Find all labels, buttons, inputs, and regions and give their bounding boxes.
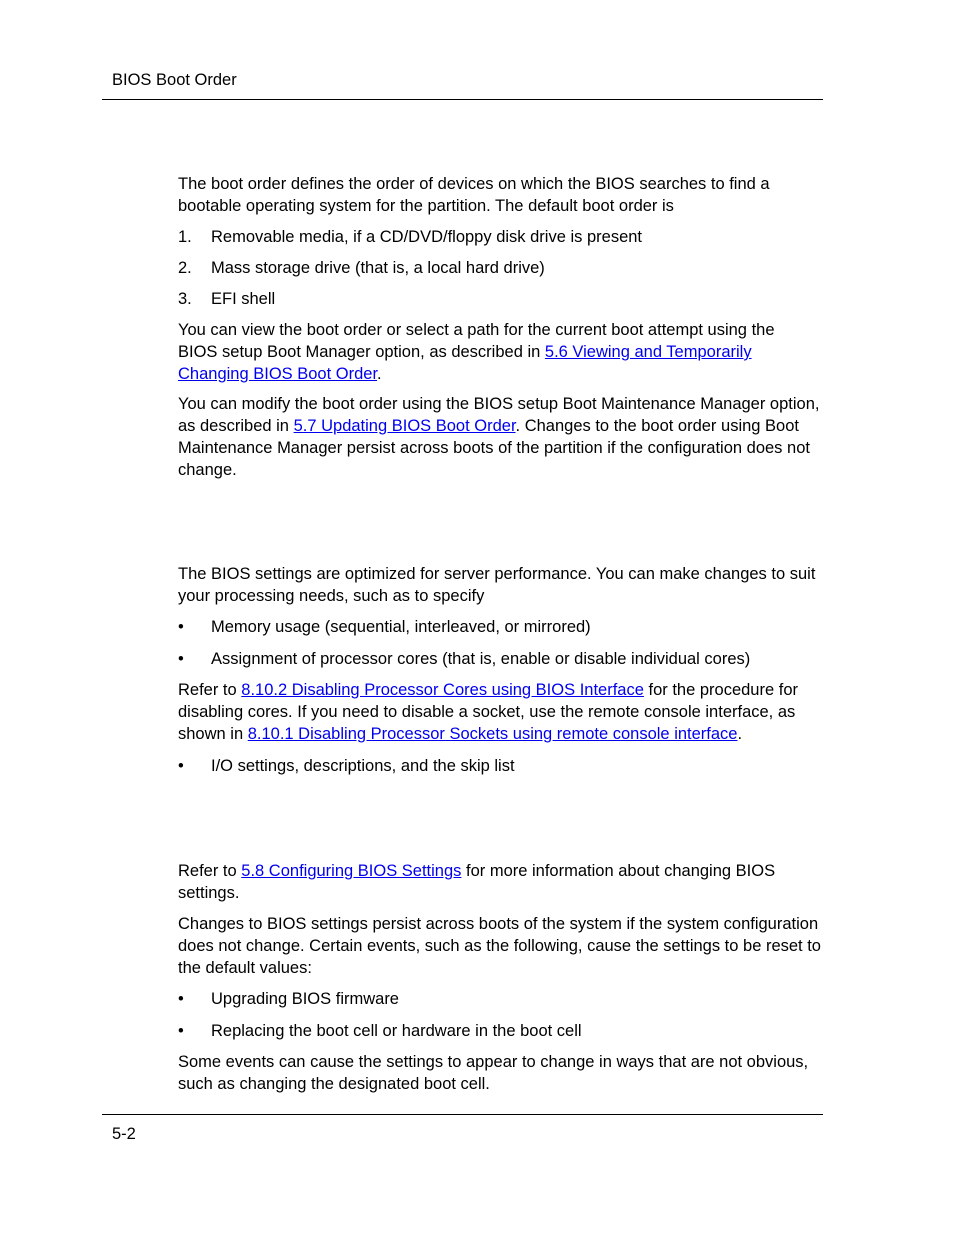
list-item-text: I/O settings, descriptions, and the skip list <box>211 757 515 775</box>
bios-settings-intro: The BIOS settings are optimized for server performance. You can make changes to suit your processing needs, such as to specify <box>178 565 816 605</box>
bullet-marker: • <box>178 757 184 775</box>
link-updating-boot-order[interactable]: 5.7 Updating BIOS Boot Order <box>293 417 516 435</box>
link-disabling-sockets[interactable]: 8.10.1 Disabling Processor Sockets using remote console interface <box>247 725 738 743</box>
disabling-cores-paragraph: Refer to 8.10.2 Disabling Processor Cores using BIOS Interface for the procedure for disabling cores. If you need to disable a socket, use the remote console interface, as shown in 8.10.1 Disabling Processor Sockets using remote console interface. <box>178 681 798 743</box>
boot-maintenance-paragraph: You can modify the boot order using the BIOS setup Boot Maintenance Manager option, as described in 5.7 Updating BIOS Boot Order. Changes to the boot order using Boot Maintenance Manager persist across boots of the partition if the configuration does not change. <box>178 395 820 479</box>
footer-rule <box>102 1114 823 1115</box>
list-item-text: Assignment of processor cores (that is, enable or disable individual cores) <box>211 650 751 668</box>
bullet-marker: • <box>178 618 184 636</box>
running-header: BIOS Boot Order <box>112 71 237 89</box>
list-item-text: EFI shell <box>211 290 276 308</box>
bullet-marker: • <box>178 650 184 668</box>
bullet-marker: • <box>178 990 184 1008</box>
list-marker: 3. <box>178 290 192 308</box>
boot-manager-paragraph: You can view the boot order or select a path for the current boot attempt using the BIOS setup Boot Manager option, as described in 5.6 Viewing and Temporarily Changing BIOS Boot Order. <box>178 321 775 383</box>
page-number: 5-2 <box>112 1125 136 1143</box>
non-obvious-changes-paragraph: Some events can cause the settings to appear to change in ways that are not obvious, such as changing the designated boot cell. <box>178 1053 809 1093</box>
link-configuring-bios-settings[interactable]: 5.8 Configuring BIOS Settings <box>241 862 462 880</box>
boot-order-intro: The boot order defines the order of devices on which the BIOS searches to find a bootable operating system for the partition. The default boot order is <box>178 175 770 215</box>
list-item-text: Mass storage drive (that is, a local hard drive) <box>211 259 545 277</box>
link-disabling-cores[interactable]: 8.10.2 Disabling Processor Cores using BIOS Interface <box>241 681 644 699</box>
configuring-settings-paragraph: Refer to 5.8 Configuring BIOS Settings for more information about changing BIOS settings. <box>178 862 776 902</box>
list-item-text: Replacing the boot cell or hardware in the boot cell <box>211 1022 582 1040</box>
list-marker: 1. <box>178 228 192 246</box>
link-viewing-boot-order[interactable]: 5.6 Viewing and Temporarily Changing BIOS Boot Order <box>178 343 752 383</box>
list-marker: 2. <box>178 259 192 277</box>
bullet-marker: • <box>178 1022 184 1040</box>
list-item-text: Memory usage (sequential, interleaved, or mirrored) <box>211 618 591 636</box>
settings-persist-paragraph: Changes to BIOS settings persist across boots of the system if the system configuration does not change. Certain events, such as the following, cause the settings to be reset to the default values: <box>178 915 821 977</box>
header-rule <box>102 99 823 100</box>
list-item-text: Upgrading BIOS firmware <box>211 990 399 1008</box>
list-item-text: Removable media, if a CD/DVD/floppy disk drive is present <box>211 228 643 246</box>
